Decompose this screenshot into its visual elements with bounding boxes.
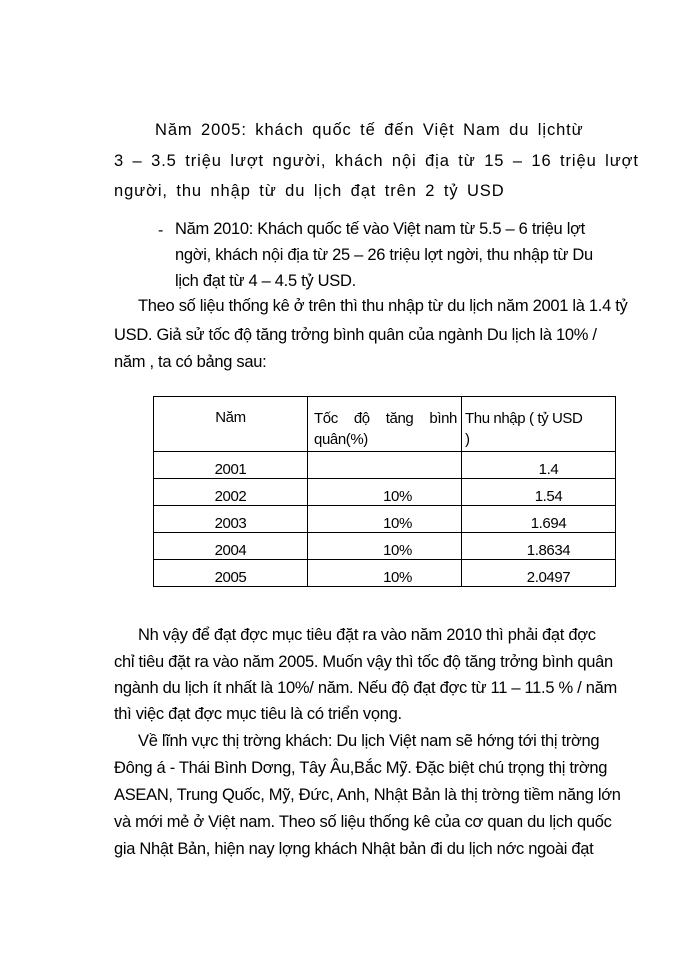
bullet-dash: - xyxy=(158,222,164,239)
cell-rate: 10% xyxy=(308,479,462,506)
header-income: Thu nhập ( tỷ USD ) xyxy=(462,397,616,452)
bullet-line-1: Năm 2010: Khách quốc tế vào Việt nam từ 5.5 – 6 triệu lợt xyxy=(175,220,585,238)
p3-line-1: Nh vậy để đạt đợc mục tiêu đặt ra vào năm 2010 thì phải đạt đợc xyxy=(138,626,596,644)
header-year: Năm xyxy=(154,397,308,452)
bullet-line-2: ngời, khách nội địa từ 25 – 26 triệu lợt ngời, thu nhập từ Du xyxy=(175,246,593,264)
cell-rate: 10% xyxy=(308,506,462,533)
cell-income: 1.694 xyxy=(462,506,616,533)
table-row xyxy=(154,560,616,587)
cell-income: 1.54 xyxy=(462,479,616,506)
p3-line-3: ngành du lịch ít nhất là 10%/ năm. Nếu độ đạt đợc từ 11 – 11.5 % / năm xyxy=(114,679,617,697)
p1-line-1: Năm 2005: khách quốc tế đến Việt Nam du lịchtừ xyxy=(155,121,584,139)
p2-line-1: Theo số liệu thống kê ở trên thì thu nhập từ du lịch năm 2001 là 1.4 tỷ xyxy=(138,297,628,315)
cell-rate: 10% xyxy=(308,533,462,560)
table-row xyxy=(154,506,616,533)
cell-year: 2002 xyxy=(154,479,308,506)
cell-rate xyxy=(308,452,462,479)
p3-line-4: thì việc đạt đợc mục tiêu là có triển vọng. xyxy=(114,705,402,723)
cell-income: 1.8634 xyxy=(462,533,616,560)
bullet-line-3: lịch đạt từ 4 – 4.5 tỷ USD. xyxy=(175,272,356,290)
table-row xyxy=(154,452,616,479)
cell-income: 2.0497 xyxy=(462,560,616,587)
cell-rate: 10% xyxy=(308,560,462,587)
cell-income: 1.4 xyxy=(462,452,616,479)
table-header-row xyxy=(154,397,616,452)
p4-line-5: gia Nhật Bản, hiện nay lợng khách Nhật bản đi du lịch nớc ngoài đạt xyxy=(114,840,594,858)
p4-line-2: Đông á - Thái Bình Dơng, Tây Âu,Bắc Mỹ. Đặc biệt chú trọng thị trờng xyxy=(114,759,608,777)
p1-line-3: người, thu nhập từ du lịch đạt trên 2 tỷ USD xyxy=(114,182,505,200)
cell-year: 2004 xyxy=(154,533,308,560)
p3-line-2: chỉ tiêu đặt ra vào năm 2005. Muốn vậy thì tốc độ tăng trởng bình quân xyxy=(114,653,613,671)
income-table xyxy=(153,396,616,587)
p2-line-3: năm , ta có bảng sau: xyxy=(114,353,267,371)
p4-line-3: ASEAN, Trung Quốc, Mỹ, Đức, Anh, Nhật Bản là thị trờng tiềm năng lớn xyxy=(114,786,621,804)
p1-line-2: 3 – 3.5 triệu lượt người, khách nội địa từ 15 – 16 triệu lượt xyxy=(114,152,639,170)
cell-year: 2001 xyxy=(154,452,308,479)
p4-line-4: và mới mẻ ở Việt nam. Theo số liệu thống kê của cơ quan du lịch quốc xyxy=(114,813,612,831)
header-rate: Tốc độ tăng bình quân(%) xyxy=(308,397,462,452)
p4-line-1: Về lĩnh vực thị trờng khách: Du lịch Việt nam sẽ hớng tới thị trờng xyxy=(138,732,600,750)
table-row xyxy=(154,533,616,560)
cell-year: 2005 xyxy=(154,560,308,587)
table-row xyxy=(154,479,616,506)
p2-line-2: USD. Giả sử tốc độ tăng trởng bình quân của ngành Du lịch là 10% / xyxy=(114,326,597,344)
cell-year: 2003 xyxy=(154,506,308,533)
